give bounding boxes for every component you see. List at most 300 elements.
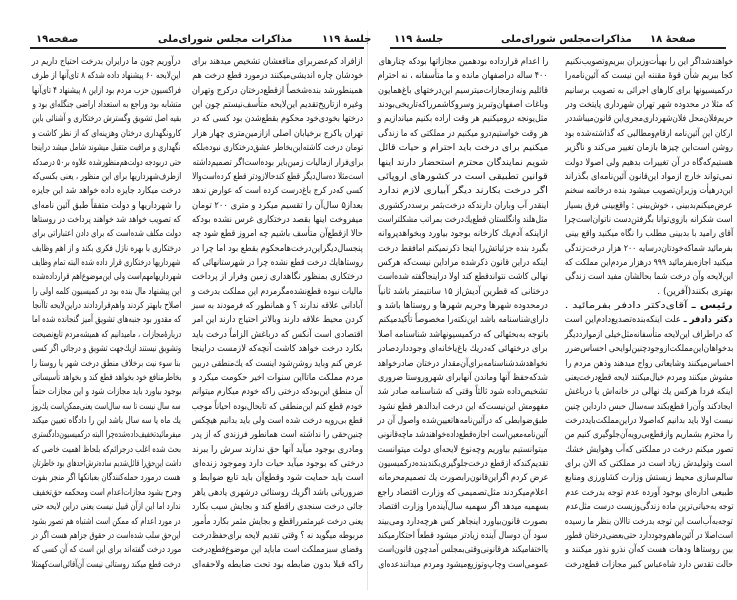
line-content [32, 401, 181, 414]
text-line [192, 415, 363, 428]
text-line [378, 415, 548, 428]
line-text: مربوطه میگوید نه ؟ وقتی تقدیم لایحه برای‌حفظ‌درخت [192, 530, 363, 541]
line-content [565, 271, 733, 284]
line-content [192, 300, 363, 313]
line-text: درختانی که قطرین آدیش‌از ۱۵ سانتیمتر باشد ثانیاً [378, 286, 548, 297]
line-text: طبق‌ضوابطی که درآئین‌نامه‌هاتعیین‌شده واصول آن در [378, 415, 548, 426]
text-line [378, 343, 548, 356]
line-text: بعداز۵ سال‌آن را تقسیم میکرد و متری ۲۰۰ تومان [192, 200, 363, 211]
text-line [565, 214, 733, 227]
line-text: برای‌فرار ازمالیات زمین‌بایر بوده‌است‌اگر تصمیم‌داشته [192, 157, 363, 168]
line-text: است‌اصلا در آئین‌ماهم‌وجوددارد حتی‌بعضی‌درختان قطور [565, 530, 733, 541]
text-line [32, 314, 181, 327]
line-content [565, 200, 733, 213]
line-text: دربارهٔ‌مجازات ، مامیدانیم که همیشه‌مردم تابع‌نصیحت [32, 329, 181, 340]
line-content [32, 329, 181, 342]
line-text: این‌لایحه وآن درخت شما بحالشان مفید است زندگی [565, 272, 733, 283]
header-rule [30, 47, 364, 49]
line-text: اصلاح بابهتر کردند واهم‌قراردادند دراین‌لایحه تاآنجا [32, 301, 181, 312]
line-text: ۴۰۰ ساله دراصفهان مانده و ما متأسفانه ، نه احترام [378, 71, 548, 82]
line-content [32, 228, 181, 241]
line-content [192, 228, 363, 241]
line-text: میفرمائید‌تخفیف‌داده‌شده‌چرا البته درکمیسیون‌دادگستری [32, 430, 181, 441]
line-content [565, 530, 733, 543]
line-content [565, 214, 733, 227]
text-line [32, 99, 181, 112]
text-line [192, 329, 363, 342]
line-text: سود آن دوسال آینده زیادتر میشود قطعاً احتکارمیکند [378, 530, 548, 541]
line-content [192, 113, 363, 126]
text-line [378, 56, 548, 69]
line-text: حالت تقدس دارد شاه‌عباس کبیر مجازات قطع‌درخت [565, 559, 733, 570]
line-content [192, 85, 363, 98]
line-content [192, 530, 363, 543]
text-line [192, 358, 363, 371]
text-line [565, 128, 733, 141]
line-text: بحث شده اغلب درجرائم‌که بلحاظ اهمیت خاصی که [32, 444, 181, 455]
line-content [32, 200, 181, 213]
line-text: وجرح بشود مجازات‌اعدام است ومحکمه حق‌تخفیف [32, 487, 181, 498]
line-text: پنجسال‌دیگراین‌درخت‌هامحکوم بقطع بود اما چرا در [192, 243, 363, 254]
text-line [378, 171, 548, 184]
line-content [192, 544, 363, 557]
line-content [378, 99, 548, 112]
text-line [565, 501, 733, 514]
text-line [565, 113, 733, 126]
line-text: عرض کنم وباید روشن‌شود اینست که یك‌منطقی دربین [192, 358, 363, 369]
text-line [32, 415, 181, 428]
text-line [32, 544, 181, 557]
line-content [32, 487, 181, 500]
text-line [565, 386, 733, 399]
line-text: است‌مثلا ده‌سال‌دیگر قطع کندحالازودتر قطع کرده‌است‌والا [192, 171, 363, 182]
line-content [565, 128, 733, 141]
line-content [378, 85, 548, 98]
line-text: راکه قبلا بدون ضابطه بود تحت ضابطه ولاحقه‌ای [192, 559, 363, 570]
text-line [565, 358, 733, 371]
line-content [378, 559, 548, 572]
line-text: آقای رامید با بدبینی مطلب را نگاه میکنید واقع بینی [565, 229, 733, 240]
line-content [192, 157, 363, 170]
text-line [192, 372, 363, 385]
line-content [32, 343, 181, 356]
speaker-line [565, 314, 733, 327]
line-content [565, 444, 733, 457]
line-content [32, 128, 181, 141]
line-text: تقدیم‌کندکه ازقطع درخت‌جلوگیری‌بکندبنده‌درکمیسیون [378, 459, 548, 470]
line-content [378, 329, 548, 342]
line-text: شدکه‌حفظ آنها وماندن آنهابرای شهروروستا ضروری [378, 372, 548, 383]
line-text: شویم نمایندگان محترم استحضار دارند اینها [378, 157, 548, 168]
line-text: بوجود بیاورد باید مجازات شود و این مجازات حتماً [32, 387, 181, 398]
line-text: علت اینکه‌بنده‌تصدیع‌دادم‌این است [565, 315, 682, 326]
page-18 [368, 0, 737, 600]
journal-title: مذاکرات‌مجلس شورای‌ملی [501, 34, 632, 45]
line-text: تشخیص‌داده شود ثالثاً وقتی که شناسنامه صادر شد [378, 387, 548, 398]
line-content [565, 113, 733, 126]
text-line [565, 185, 733, 198]
line-content [378, 70, 548, 83]
text-line [32, 214, 181, 227]
line-text: اینکه فردا هرکس یك نهالی در خانه‌اش یا درباغش [565, 387, 733, 398]
line-text: طبیعی اداره‌ای بوجود آورده عدم توجه بدرخت عدم [565, 487, 733, 498]
text-line [565, 487, 733, 500]
text-line [565, 142, 733, 155]
line-content [192, 516, 363, 529]
text-line [32, 372, 181, 385]
line-text: شهرداریها درختکاری قرار داده شده البته تمام وظایف [32, 258, 181, 269]
text-line [565, 200, 733, 213]
line-content [32, 99, 181, 112]
text-line [378, 200, 548, 213]
line-content [192, 401, 363, 414]
line-text: این‌درهیأت وزیران‌تصویب میشود بنده درخاتمه سخنم [565, 186, 733, 197]
line-text: را محترم بشماریم وازقطع‌بی‌رویه‌آن‌جلوگیری کنیم من [565, 430, 733, 441]
line-content [378, 128, 548, 141]
line-text: حالا ازقطع‌آن متأسف باشیم چه امروز قطع شود چه [192, 229, 363, 240]
line-text: حریم‌فلان‌محل فلان‌شهرداری‌مجری‌این قانون‌میباشددر [565, 114, 733, 125]
text-line [565, 415, 733, 428]
text-line [192, 228, 363, 241]
line-text: بگیرد بنده جزئیاتش‌را اینجا ذکرنمیکنم امافقط درخت [378, 243, 548, 254]
text-line [378, 70, 548, 83]
text-line [32, 185, 181, 198]
line-text: بهتری بکنند(آفرین) . [657, 286, 733, 297]
line-text: بکارد درخت خواهد کاشت آنچه‌که لازمست دراینجا [192, 344, 363, 355]
text-line [378, 559, 548, 572]
text-line [32, 300, 181, 313]
line-content [378, 516, 548, 529]
text-line [192, 142, 363, 155]
line-content [378, 444, 548, 457]
text-line [378, 472, 548, 485]
line-content [32, 444, 181, 457]
text-line [565, 56, 733, 69]
line-text: درختها بخودی‌خود محکوم بقطع‌شدن بود کسی که در [192, 114, 363, 125]
line-text: ارکان این آئین‌نامه ارقام‌ومطالبی که گذاشته‌شده بود [565, 128, 733, 139]
line-content [32, 415, 181, 428]
line-text: بنا سوء نیت برخلاف منطق درخت شهر یا روستا را [32, 358, 181, 369]
line-text: است وتولیدش زیاد است در مملکتی که الان برای [565, 459, 733, 470]
text-line [32, 343, 181, 356]
text-line [32, 56, 181, 69]
line-content [378, 157, 548, 170]
line-text: یااختفامیکند هرقانونی‌وقتی‌بمجلس آمدچون قانون‌است [378, 545, 548, 556]
line-text: قائلیم ونه‌ازمجازات‌میترسیم این‌درختهای باغ‌همایون [378, 85, 548, 96]
line-content [565, 85, 733, 98]
header-rule [390, 47, 726, 49]
line-content [565, 185, 733, 198]
line-text: درکمیسیونها برای کارهای اجرائی به تصویب برسانیم [565, 85, 733, 96]
line-text: میکنیم برای درخت باید احترام و حیات قائل [378, 143, 548, 154]
text-line [378, 444, 548, 457]
line-content [192, 358, 363, 371]
text-line [565, 544, 733, 557]
line-content [32, 386, 181, 399]
text-line [32, 429, 181, 442]
text-line [378, 228, 548, 241]
text-line [192, 113, 363, 126]
line-content [378, 372, 548, 385]
line-text: درختکاری با بهره نازل فکری بکند و از اهم وظایف [32, 243, 181, 254]
line-text: کسی که‌در کرج باغ‌درست کرده است که عوارض ندهد [192, 186, 363, 197]
line-text: اعلام‌میکردند مثل‌تصمیمی که وزارت اقتصاد راجع [378, 487, 548, 498]
line-content [378, 185, 548, 198]
line-text: تومان درخت کاشته‌این‌بخاطر عشق‌درختکاری نبوده‌بلکه [192, 143, 363, 154]
text-line [32, 358, 181, 371]
text-line [192, 99, 363, 112]
speaker-line [565, 300, 733, 313]
line-text: وتشویق نیستند ازیك‌جهت تشویق و درجائی اگر کسی [32, 344, 181, 355]
line-text: بین روستاها ودهات هست که‌آن نذرو نذور میکنند و [565, 545, 733, 556]
text-line [192, 128, 363, 141]
line-text: بدخواهان‌این‌مملکت‌ازوجودچنین‌لوایحی احساس‌ضرر [565, 344, 733, 355]
line-content [32, 472, 181, 485]
line-text: خواهندشداگر این را بهیأت‌وزیران ببریم‌وتصویب‌نکنیم [565, 57, 733, 67]
line-content [192, 501, 363, 514]
line-content [378, 429, 548, 442]
text-line [32, 444, 181, 457]
text-line [378, 487, 548, 500]
line-text: مثل‌هلند وانگلستان قطع‌یك‌درخت بمراتب مشکلتراست [378, 214, 548, 225]
line-content [32, 458, 181, 471]
line-text: روستاهایك درخت قطع نشده چرا در شهرستانهائی که [192, 258, 363, 269]
line-content [32, 243, 181, 256]
line-content [565, 243, 733, 256]
text-line [32, 85, 181, 98]
text-line [565, 372, 733, 385]
text-line [32, 243, 181, 256]
line-content [378, 257, 548, 270]
line-text: وفضای سبزمملکت است ماباید این موضوع‌قطع‌درخت [192, 545, 363, 556]
line-text: وباغات اصفهان‌وتبریز وسروکاشمرراکه‌تاریخی‌بودند [378, 100, 548, 111]
line-text: میفروخت اینها بقصد درختکاری غرس نشده بودکه [192, 214, 363, 225]
text-line [32, 386, 181, 399]
line-text: ازافراد کم‌عضربرای منافعشان تشخیص میدهند برای [192, 57, 363, 67]
text-line [192, 56, 363, 69]
text-line [565, 343, 733, 356]
line-content [565, 343, 733, 356]
text-line [32, 70, 181, 83]
line-text: بقیه اصل تشویق وگسترش درختکاری و آشنائی باین [32, 114, 181, 125]
text-line [378, 214, 548, 227]
line-text: این‌لایحه ۶۰ پیشنهاد داده شدکه ۸ تای‌آنها از طرف [32, 71, 181, 82]
line-content [378, 142, 548, 155]
text-line [378, 530, 548, 543]
text-line [32, 113, 181, 126]
line-text: هستیم‌که‌گاه در آن تغییرات بدهیم ولی اصولا دولت [565, 157, 733, 168]
text-line [565, 444, 733, 457]
line-content [192, 487, 363, 500]
line-content [192, 200, 363, 213]
line-text: بفرمائید شماکه‌خودتان‌درسایه ۲۰۰ هزار درخت‌زندگی [565, 243, 733, 254]
text-line [32, 487, 181, 500]
line-text: درخت قطع میکند روستائی نیست آن‌آقائی‌است‌کهمثلا [32, 559, 181, 570]
text-line [192, 559, 363, 572]
line-content [32, 286, 181, 299]
line-text: اقتصادی است آنکس که درباغش الزاماً درخت باید [192, 329, 363, 340]
text-line [32, 530, 181, 543]
line-content [32, 257, 181, 270]
line-text: را شهرداریها و دولت متفقاً طبق آئین نامه‌ای [32, 200, 181, 211]
line-content [192, 415, 363, 428]
text-line [378, 386, 548, 399]
text-line [565, 271, 733, 284]
text-line [192, 386, 363, 399]
line-content [192, 128, 363, 141]
text-line [565, 70, 733, 83]
line-text: تصور میکنم درخت در مملکتی که‌آب وهوایش خشك [565, 444, 733, 455]
line-text: چنین‌حقی را نداشته است همانطور فرزندی که از پدر [192, 430, 363, 441]
line-content [378, 56, 548, 69]
line-text: اینقدر آب وباران دارندکه درخت‌بثمر برسددرکشوری [378, 200, 548, 211]
text-line [32, 458, 181, 471]
line-content [32, 271, 181, 284]
line-content [565, 257, 733, 270]
line-content [32, 70, 181, 83]
session-number: جلسهٔ ۱۱۹ [394, 34, 444, 45]
line-content [32, 214, 181, 227]
text-line [565, 171, 733, 184]
line-text: همینطورشد بنده‌شخصاً ازقطع‌درختان درکرج وتهران [192, 85, 363, 96]
line-text: درآوریم چون ما درایران بدرخت احتیاج داریم در [32, 57, 181, 67]
line-content [32, 300, 181, 313]
text-line [192, 458, 363, 471]
line-text: بسهمیه میدهد اگر سهمیه سال‌آینده‌را وزارت اقتصاد [378, 502, 548, 513]
text-line [565, 516, 733, 529]
line-text: درختی که بوجود میآید حیات دارد وموجود زنده‌ای [192, 459, 363, 470]
line-content [192, 171, 363, 184]
line-content [32, 142, 181, 155]
line-text: دارای‌شناسنامه باشد این‌نکته‌را مخصوصاً تأکیدمیکنم [378, 315, 548, 326]
line-text: برای درختهائی که‌دریك باغ‌یاخانه‌ای وجوددارد‌صادر [378, 344, 548, 355]
line-text: نگهداری و مراقبت متقبل میشوند شامل میشد دراینجا [32, 143, 181, 154]
line-text: آن منطق این‌بودکه درختی راکه خودم میکارم میتوانم [192, 387, 363, 398]
line-text: اینکه دراین قانون ذکرشده مراداین نیست‌که هرکس [378, 258, 548, 269]
line-content [565, 314, 733, 327]
line-text: است شکرانه بازوی‌توانا بگرفتن‌دست ناتوان‌است‌چرا [565, 214, 733, 225]
line-text: قطع بی‌رویه درخت شده است ولی باید بدانیم هیچکس [192, 415, 363, 426]
text-line [378, 314, 548, 327]
text-line [378, 429, 548, 442]
text-line [32, 171, 181, 184]
line-text: نیست اولا باید بدانیم که‌اصولا دراین‌مملکت‌بایددرخت [565, 415, 733, 426]
line-content [378, 472, 548, 485]
line-content [32, 372, 181, 385]
line-content [32, 185, 181, 198]
line-text: بصورت قانون‌بیاورد اینجاهر کس هرچه‌دارد ومی‌بیند [378, 516, 548, 527]
line-content [378, 501, 548, 514]
line-text: ندارد اما این ازآن قبیل نیست یعنی دراین لایحه حتی [32, 502, 181, 513]
text-line [192, 516, 363, 529]
line-content [378, 113, 548, 126]
text-line [378, 185, 548, 198]
line-text: کجا ببریم شأن قوهٔ مقننه این نیست که آئین‌نامه‌را [565, 71, 733, 82]
line-content [378, 487, 548, 500]
text-line [32, 501, 181, 514]
line-text: میتوانستیم بیاوریم وچه‌نوع لایحه‌ای دولت میتوانست [378, 444, 548, 455]
text-line [32, 516, 181, 529]
line-text: آبادانی علاقه ندارند ؟ و همانطور که فرمودند به سبز [192, 301, 363, 312]
journal-title: مذاکرات مجلس شورای‌ملی [158, 34, 293, 45]
line-content [378, 415, 548, 428]
line-text: درخت میکارد جایزه داده خواهد شد این جایزه [32, 186, 181, 197]
line-content [565, 501, 733, 514]
line-text: حتی دربودجه دولت‌هم‌منظورشده علاوه بر۵۰ درصدکه [32, 157, 181, 168]
text-line [192, 544, 363, 557]
line-content [378, 171, 548, 184]
line-content [565, 228, 733, 241]
line-content [32, 559, 181, 572]
line-content [32, 314, 181, 327]
text-line [32, 401, 181, 414]
line-text: بخاطرمنافع خود بخواهد قطع کند و بخواهد تأسیساتی [32, 372, 181, 383]
text-line [378, 85, 548, 98]
line-text: روشن است‌این چیزها بازمان تغییر می‌کند و ناگزیر [565, 143, 733, 154]
line-text: درختکاری بمنظور نگاهداری زمین وفرار از پرداخت [192, 272, 363, 283]
text-line [378, 358, 548, 371]
text-line [32, 257, 181, 270]
line-content [565, 300, 733, 313]
line-content [32, 358, 181, 371]
text-line [192, 286, 363, 299]
line-text: مالیات نبوده قطع‌نشده‌مگرمردم این مملکت بدرخت و [192, 286, 363, 297]
text-line [378, 99, 548, 112]
line-content [565, 329, 733, 342]
text-line [192, 401, 363, 414]
line-content [192, 429, 363, 442]
text-line [378, 157, 548, 170]
text-column [192, 56, 363, 572]
text-line [192, 530, 363, 543]
text-line [378, 516, 548, 529]
line-content [192, 329, 363, 342]
line-text: یك ماه یا سه سال باشد این را دادگاه تعیین میکند [32, 415, 181, 426]
line-text: این‌حق سلب شده‌است در حقوق جزاهم هست اگر در [32, 530, 181, 541]
text-line [192, 444, 363, 457]
text-line [192, 257, 363, 270]
text-line [565, 329, 733, 342]
line-content [378, 200, 548, 213]
text-line [565, 85, 733, 98]
line-content [32, 157, 181, 170]
text-line [32, 286, 181, 299]
text-line [378, 372, 548, 385]
text-line [378, 257, 548, 270]
text-line [565, 472, 733, 485]
line-content [192, 286, 363, 299]
speaker-name: رئیس ـ [687, 301, 733, 312]
line-content [192, 56, 363, 69]
text-line [378, 329, 548, 342]
line-content [378, 243, 548, 256]
line-text: را اعدام قرارداده بودهمین مجازاتها بودکه چنارهای [378, 57, 548, 67]
line-text: یعنی درخت غیرمثمرراقطع و بجایش مثمر بکارد مأمور [192, 516, 363, 527]
line-content [565, 401, 733, 414]
text-line [378, 300, 548, 313]
text-line [32, 228, 181, 241]
line-content [192, 559, 363, 572]
line-content [378, 214, 548, 227]
line-text: آقای‌دکتر دادفر بفرمائید . [565, 301, 688, 312]
line-content [192, 99, 363, 112]
text-line [32, 142, 181, 155]
line-content [565, 70, 733, 83]
line-content [565, 516, 733, 529]
text-line [378, 271, 548, 284]
line-content [565, 559, 733, 572]
line-text: عرض کردم اگراین‌قانون‌رابصورت یك تصمیم‌محرمانه [378, 473, 548, 484]
